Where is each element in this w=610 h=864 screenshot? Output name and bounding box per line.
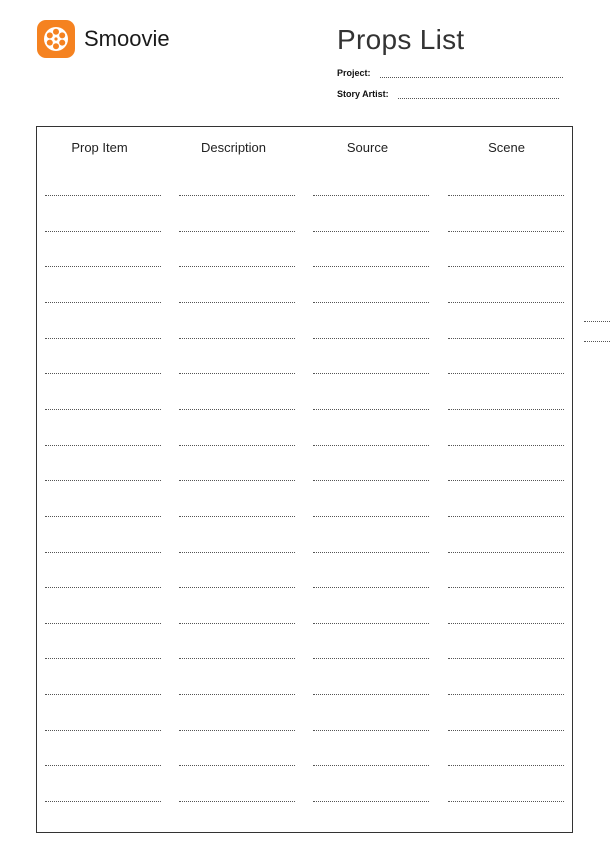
cell-prop-item[interactable] bbox=[45, 623, 161, 624]
cell-description[interactable] bbox=[179, 623, 295, 624]
cell-source[interactable] bbox=[313, 694, 429, 695]
cell-prop-item[interactable] bbox=[45, 658, 161, 659]
cell-source[interactable] bbox=[313, 266, 429, 267]
project-label: Project: bbox=[337, 68, 371, 78]
cell-description[interactable] bbox=[179, 409, 295, 410]
cell-scene[interactable] bbox=[448, 409, 564, 410]
cell-source[interactable] bbox=[313, 765, 429, 766]
margin-dotted-line bbox=[584, 341, 610, 342]
cell-source[interactable] bbox=[313, 658, 429, 659]
cell-description[interactable] bbox=[179, 445, 295, 446]
project-field[interactable] bbox=[380, 68, 563, 78]
cell-prop-item[interactable] bbox=[45, 302, 161, 303]
cell-scene[interactable] bbox=[448, 694, 564, 695]
cell-scene[interactable] bbox=[448, 373, 564, 374]
cell-description[interactable] bbox=[179, 195, 295, 196]
cell-prop-item[interactable] bbox=[45, 231, 161, 232]
cell-prop-item[interactable] bbox=[45, 409, 161, 410]
cell-scene[interactable] bbox=[448, 658, 564, 659]
cell-description[interactable] bbox=[179, 516, 295, 517]
cell-source[interactable] bbox=[313, 552, 429, 553]
cell-scene[interactable] bbox=[448, 623, 564, 624]
cell-scene[interactable] bbox=[448, 587, 564, 588]
cell-source[interactable] bbox=[313, 587, 429, 588]
cell-scene[interactable] bbox=[448, 195, 564, 196]
film-reel-icon bbox=[37, 20, 75, 58]
cell-source[interactable] bbox=[313, 623, 429, 624]
cell-prop-item[interactable] bbox=[45, 801, 161, 802]
cell-description[interactable] bbox=[179, 373, 295, 374]
cell-prop-item[interactable] bbox=[45, 373, 161, 374]
cell-scene[interactable] bbox=[448, 266, 564, 267]
cell-source[interactable] bbox=[313, 338, 429, 339]
cell-description[interactable] bbox=[179, 801, 295, 802]
cell-scene[interactable] bbox=[448, 801, 564, 802]
cell-scene[interactable] bbox=[448, 445, 564, 446]
cell-scene[interactable] bbox=[448, 302, 564, 303]
cell-source[interactable] bbox=[313, 445, 429, 446]
story-artist-field-row bbox=[337, 89, 559, 99]
column-header-prop-item: Prop Item bbox=[71, 140, 128, 155]
cell-prop-item[interactable] bbox=[45, 587, 161, 588]
cell-source[interactable] bbox=[313, 801, 429, 802]
cell-prop-item[interactable] bbox=[45, 730, 161, 731]
story-artist-label: Story Artist: bbox=[337, 89, 389, 99]
cell-description[interactable] bbox=[179, 587, 295, 588]
cell-source[interactable] bbox=[313, 195, 429, 196]
cell-prop-item[interactable] bbox=[45, 516, 161, 517]
brand-name: Smoovie bbox=[84, 26, 170, 51]
column-header-source: Source bbox=[346, 140, 389, 155]
cell-source[interactable] bbox=[313, 302, 429, 303]
cell-source[interactable] bbox=[313, 409, 429, 410]
cell-source[interactable] bbox=[313, 373, 429, 374]
cell-description[interactable] bbox=[179, 338, 295, 339]
cell-source[interactable] bbox=[313, 231, 429, 232]
cell-scene[interactable] bbox=[448, 730, 564, 731]
cell-prop-item[interactable] bbox=[45, 445, 161, 446]
cell-description[interactable] bbox=[179, 658, 295, 659]
cell-description[interactable] bbox=[179, 480, 295, 481]
cell-source[interactable] bbox=[313, 730, 429, 731]
cell-scene[interactable] bbox=[448, 765, 564, 766]
cell-prop-item[interactable] bbox=[45, 480, 161, 481]
story-artist-field[interactable] bbox=[398, 89, 559, 99]
cell-prop-item[interactable] bbox=[45, 338, 161, 339]
cell-prop-item[interactable] bbox=[45, 694, 161, 695]
cell-scene[interactable] bbox=[448, 231, 564, 232]
project-field-row bbox=[337, 68, 563, 78]
cell-source[interactable] bbox=[313, 516, 429, 517]
cell-scene[interactable] bbox=[448, 480, 564, 481]
cell-scene[interactable] bbox=[448, 338, 564, 339]
margin-dotted-line bbox=[584, 321, 610, 322]
cell-source[interactable] bbox=[313, 480, 429, 481]
cell-prop-item[interactable] bbox=[45, 552, 161, 553]
cell-scene[interactable] bbox=[448, 516, 564, 517]
cell-description[interactable] bbox=[179, 552, 295, 553]
cell-description[interactable] bbox=[179, 302, 295, 303]
cell-description[interactable] bbox=[179, 266, 295, 267]
document-title: Props List bbox=[337, 24, 465, 55]
cell-description[interactable] bbox=[179, 730, 295, 731]
cell-description[interactable] bbox=[179, 765, 295, 766]
column-header-scene: Scene bbox=[488, 140, 525, 155]
cell-scene[interactable] bbox=[448, 552, 564, 553]
cell-description[interactable] bbox=[179, 694, 295, 695]
brand-logo bbox=[37, 20, 170, 58]
column-header-description: Description bbox=[200, 140, 267, 155]
cell-prop-item[interactable] bbox=[45, 266, 161, 267]
props-table bbox=[36, 126, 573, 833]
cell-prop-item[interactable] bbox=[45, 195, 161, 196]
cell-description[interactable] bbox=[179, 231, 295, 232]
cell-prop-item[interactable] bbox=[45, 765, 161, 766]
